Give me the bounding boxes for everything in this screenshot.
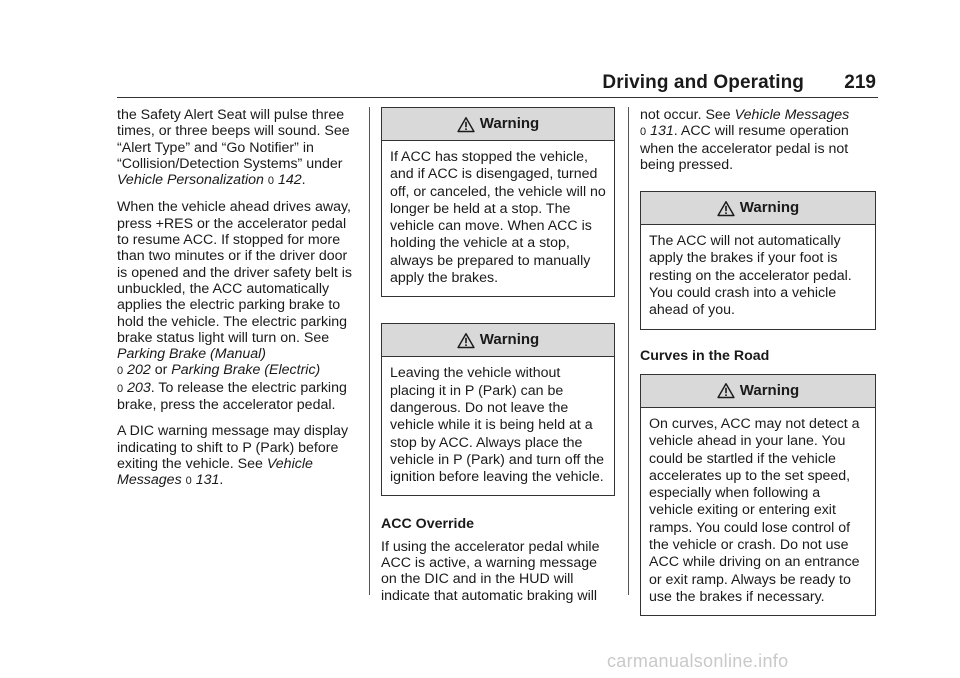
warning-body: On curves, ACC may not detect a vehicle ahead in your lane. You could be startled if the vehicle accelerates up to the set speed, especially when following a vehicle exiting or entering exit ramps. You could lose control of the vehicle or crash. Do not use ACC while driving on an entrance or exit ramp. Always be ready to use the brakes if necessary.: [649, 415, 860, 605]
section-title: Driving and Operating: [602, 72, 804, 93]
paragraph: [117, 423, 357, 489]
text: . ACC will resume operation when the accelerator pedal is not being pressed.: [640, 123, 849, 173]
page-ref[interactable]: 202: [127, 362, 151, 379]
cross-reference-link[interactable]: Parking Brake (Electric): [171, 362, 321, 379]
warning-header: [382, 324, 614, 357]
cross-reference-link[interactable]: Vehicle Messages: [734, 107, 850, 123]
column-1: [117, 107, 357, 500]
column-3: [640, 107, 876, 630]
page-ref-icon: 0: [117, 365, 124, 378]
warning-title: Warning: [479, 114, 540, 132]
text: When the vehicle ahead drives away, press +RES or the accelerator pedal to resume ACC. If stopped for more than two minutes or if the driver door is opened and the driver safety belt is unbuckled, the ACC automatically applies the electric parking brake to hold the vehicle. The electric parking brake status light will turn on. See: [117, 199, 353, 346]
warning-triangle-icon: [717, 382, 735, 399]
warning-header: [382, 108, 614, 141]
page-ref[interactable]: 203: [127, 379, 151, 396]
text: or: [150, 362, 172, 379]
section-heading: ACC Override: [381, 516, 475, 533]
warning-title: Warning: [739, 199, 800, 217]
text: .: [301, 172, 306, 189]
paragraph: [117, 199, 357, 413]
column-divider: [369, 107, 370, 595]
page-number: 219: [844, 72, 876, 93]
page-ref-icon: 0: [640, 126, 647, 139]
page-ref[interactable]: 142: [277, 172, 302, 189]
warning-box: [381, 107, 615, 297]
page-ref-icon: 0: [267, 175, 275, 188]
cross-reference-link[interactable]: Parking Brake (Manual): [117, 346, 267, 363]
paragraph: If using the accelerator pedal while ACC is active, a warning message on the DIC and in the HUD will indicate that automatic braking will: [381, 538, 600, 604]
header-rule: [117, 97, 878, 98]
column-divider: [628, 107, 629, 595]
warning-triangle-icon: [457, 332, 475, 349]
warning-header: [641, 375, 875, 408]
warning-title: Warning: [739, 381, 800, 399]
section-heading: Curves in the Road: [640, 347, 770, 364]
cross-reference-link[interactable]: Vehicle Personalization: [117, 172, 264, 189]
warning-box: [640, 374, 876, 616]
page-ref[interactable]: 131: [650, 123, 674, 140]
warning-triangle-icon: [457, 116, 475, 133]
text: .: [219, 472, 224, 489]
text: not occur. See: [640, 107, 735, 123]
cross-reference-link[interactable]: Vehicle Messages: [117, 455, 313, 489]
paragraph: [117, 107, 357, 189]
page-ref-icon: 0: [185, 475, 192, 488]
warning-triangle-icon: [717, 200, 735, 217]
warning-body: If ACC has stopped the vehicle, and if ACC is disengaged, turned off, or canceled, the vehicle will no longer be held at a stop. The vehicle can move. When ACC is holding the vehicle at a stop, always be prepared to manually apply the brakes.: [390, 149, 606, 287]
page-header: [117, 68, 878, 98]
text: . To release the electric parking brake, press the accelerator pedal.: [117, 379, 347, 414]
column-2: [381, 107, 615, 614]
warning-box: [381, 323, 615, 496]
paragraph: [640, 107, 876, 173]
page-ref-icon: 0: [117, 382, 124, 395]
warning-body: The ACC will not automatically apply the brakes if your foot is resting on the accelerator pedal. You could crash into a vehicle ahead of you.: [649, 233, 852, 319]
text: A DIC warning message may display indicating to shift to P (Park) before exiting the vehicle. See: [117, 423, 349, 472]
watermark-text: carmanualsonline.info: [607, 651, 789, 671]
page-ref[interactable]: 131: [195, 472, 220, 489]
warning-title: Warning: [479, 331, 540, 349]
warning-box: [640, 191, 876, 329]
warning-header: [641, 192, 875, 225]
text: the Safety Alert Seat will pulse three times, or three beeps will sound. See “Alert Type” and “Go Notifier” in “Collision/Detection Systems” under: [117, 107, 350, 172]
warning-body: Leaving the vehicle without placing it in P (Park) can be dangerous. Do not leave the vehicle while it is being held at a stop by ACC. Always place the vehicle in P (Park) and turn off the ignition before leaving the vehicle.: [390, 365, 604, 486]
